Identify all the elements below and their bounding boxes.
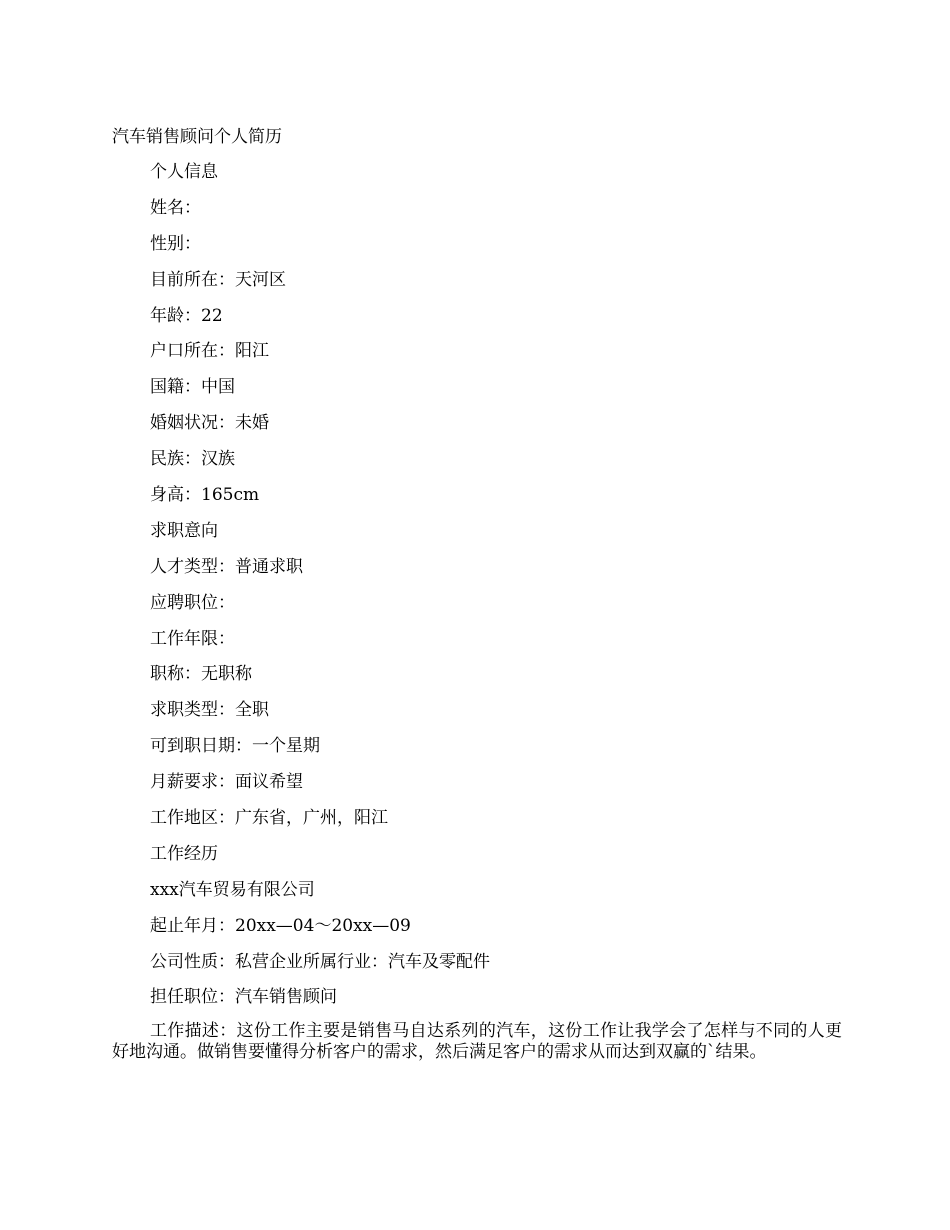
field-job-type: 求职类型：全职 (150, 700, 269, 721)
section-heading-personal-info: 个人信息 (150, 162, 218, 182)
section-heading-job-intention: 求职意向 (150, 520, 218, 541)
field-employment-period: 起止年月：20xx—04～20xx—09 (150, 915, 411, 936)
field-hukou-location: 户口所在：阳江 (150, 341, 269, 362)
field-salary-expectation: 月薪要求：面议希望 (150, 772, 303, 793)
work-description: 工作描述：这份工作主要是销售马自达系列的汽车，这份工作让我学会了怎样与不同的人更好地沟通。做销售要懂得分析客户的需求，然后满足客户的需求从而达到双赢的`结果。 (112, 1021, 842, 1062)
field-marital-status: 婚姻状况：未婚 (150, 413, 269, 434)
field-ethnicity: 民族：汉族 (150, 449, 235, 470)
field-applied-position: 应聘职位： (150, 592, 235, 613)
resume-lines (150, 160, 850, 1021)
field-work-region: 工作地区：广东省，广州，阳江 (150, 808, 388, 829)
field-available-date: 可到职日期：一个星期 (150, 736, 320, 757)
document-title: 汽车销售顾问个人简历 (112, 127, 282, 147)
field-position-held: 担任职位：汽车销售顾问 (150, 987, 337, 1008)
field-age: 年龄：22 (150, 305, 223, 326)
field-company-nature: 公司性质：私营企业所属行业：汽车及零配件 (150, 951, 490, 972)
field-work-years: 工作年限： (150, 628, 235, 649)
section-heading-work-experience: 工作经历 (150, 843, 218, 864)
field-company-name: xxx汽车贸易有限公司 (150, 879, 315, 900)
field-professional-title: 职称：无职称 (150, 664, 252, 685)
field-name: 姓名： (150, 197, 201, 218)
field-height: 身高：165cm (150, 485, 260, 506)
field-gender: 性别： (150, 233, 201, 254)
field-nationality: 国籍：中国 (150, 377, 235, 398)
field-talent-type: 人才类型：普通求职 (150, 556, 303, 577)
field-current-location: 目前所在：天河区 (150, 269, 286, 290)
